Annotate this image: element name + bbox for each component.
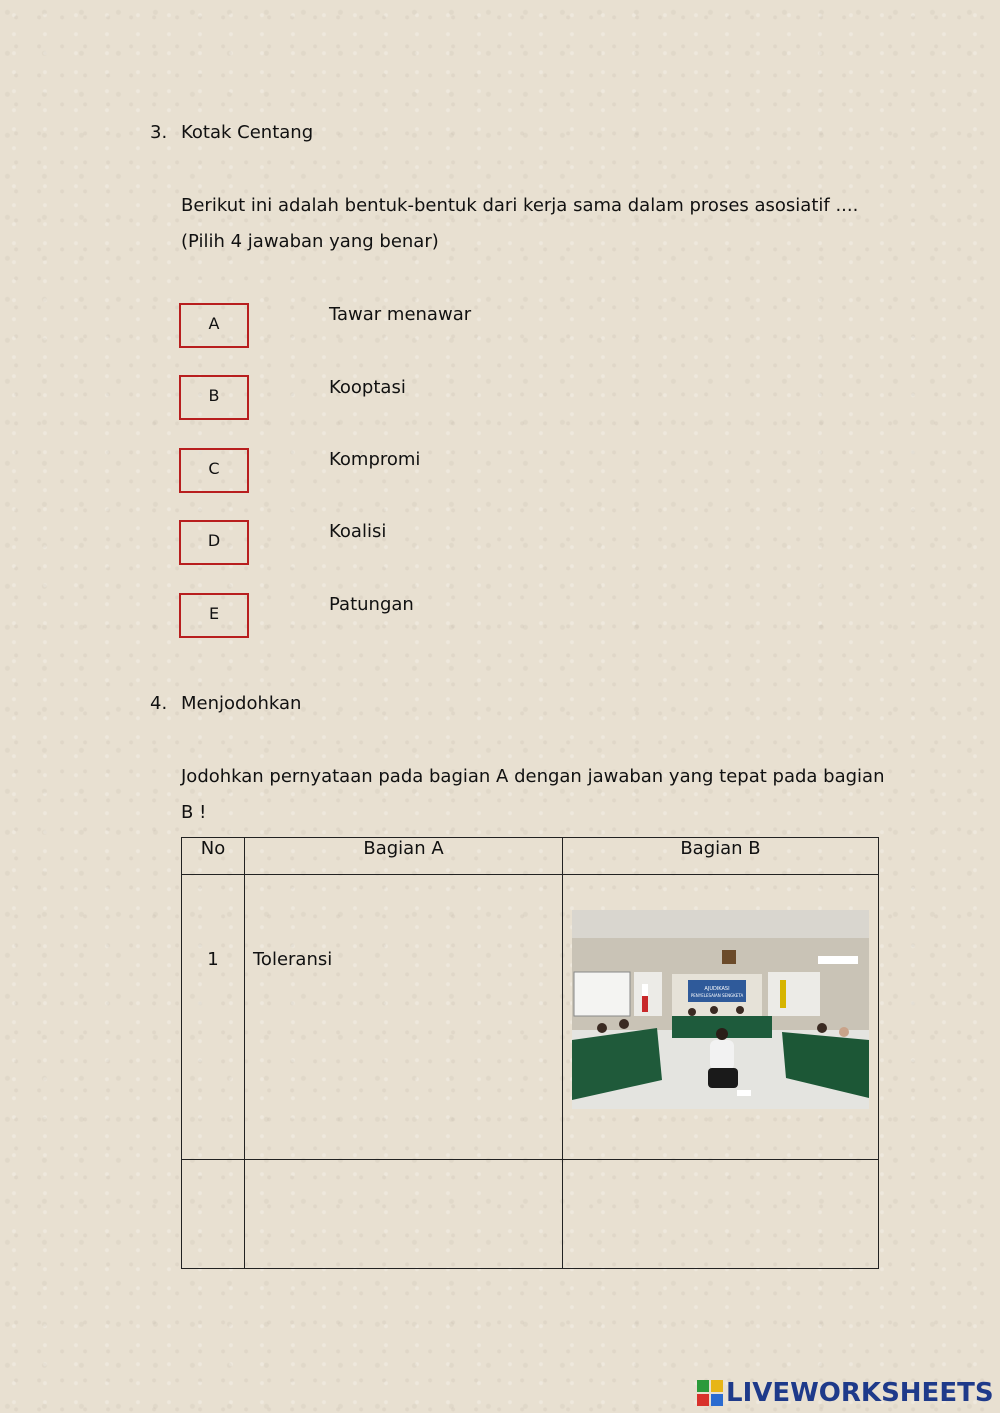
checkbox-option-e[interactable]	[179, 593, 249, 638]
row-number: 1	[182, 875, 245, 1160]
option-label-d: Koalisi	[329, 521, 387, 542]
option-letter: C	[208, 459, 220, 478]
liveworksheets-logo[interactable]	[697, 1377, 994, 1409]
svg-text:PENYELESAIAN SENGKETA: PENYELESAIAN SENGKETA	[690, 993, 744, 998]
meeting-room-photo-image	[572, 910, 869, 1109]
header-bagian-a: Bagian A	[245, 838, 563, 875]
row-statement: Toleransi	[245, 875, 563, 1160]
option-label-a: Tawar menawar	[329, 304, 472, 325]
brand-text: LIVEWORKSHEETS	[726, 1378, 994, 1408]
question-4-prompt-line2: B !	[181, 802, 207, 823]
option-label-c: Kompromi	[329, 449, 421, 470]
header-no: No	[182, 838, 245, 875]
checkbox-option-a[interactable]	[179, 303, 249, 348]
option-letter: D	[207, 531, 221, 550]
meeting-room-photo[interactable]	[572, 910, 869, 1109]
row-number	[182, 1160, 245, 1269]
checkbox-option-d[interactable]	[179, 520, 249, 565]
header-bagian-b: Bagian B	[563, 838, 879, 875]
option-label-e: Patungan	[329, 594, 414, 615]
question-4-title: Menjodohkan	[181, 693, 302, 714]
question-4-number: 4.	[150, 693, 168, 714]
question-3-number: 3.	[150, 122, 168, 143]
question-3-title: Kotak Centang	[181, 122, 314, 143]
option-label-b: Kooptasi	[329, 377, 406, 398]
option-letter: E	[208, 604, 220, 623]
option-letter: A	[208, 314, 220, 333]
checkbox-option-b[interactable]	[179, 375, 249, 420]
svg-text:AJUDIKASI: AJUDIKASI	[704, 986, 730, 992]
question-3-instruction: (Pilih 4 jawaban yang benar)	[181, 231, 439, 252]
row-answer-cell[interactable]	[563, 1160, 879, 1269]
question-3-prompt: Berikut ini adalah bentuk-bentuk dari kerja sama dalam proses asosiatif ....	[181, 195, 859, 216]
table-header-row	[182, 838, 879, 875]
liveworksheets-logo-icon	[697, 1380, 723, 1406]
question-4-prompt-line1: Jodohkan pernyataan pada bagian A dengan jawaban yang tepat pada bagian	[181, 766, 885, 787]
option-letter: B	[208, 386, 220, 405]
checkbox-option-c[interactable]	[179, 448, 249, 493]
table-row	[182, 1160, 879, 1269]
row-statement	[245, 1160, 563, 1269]
